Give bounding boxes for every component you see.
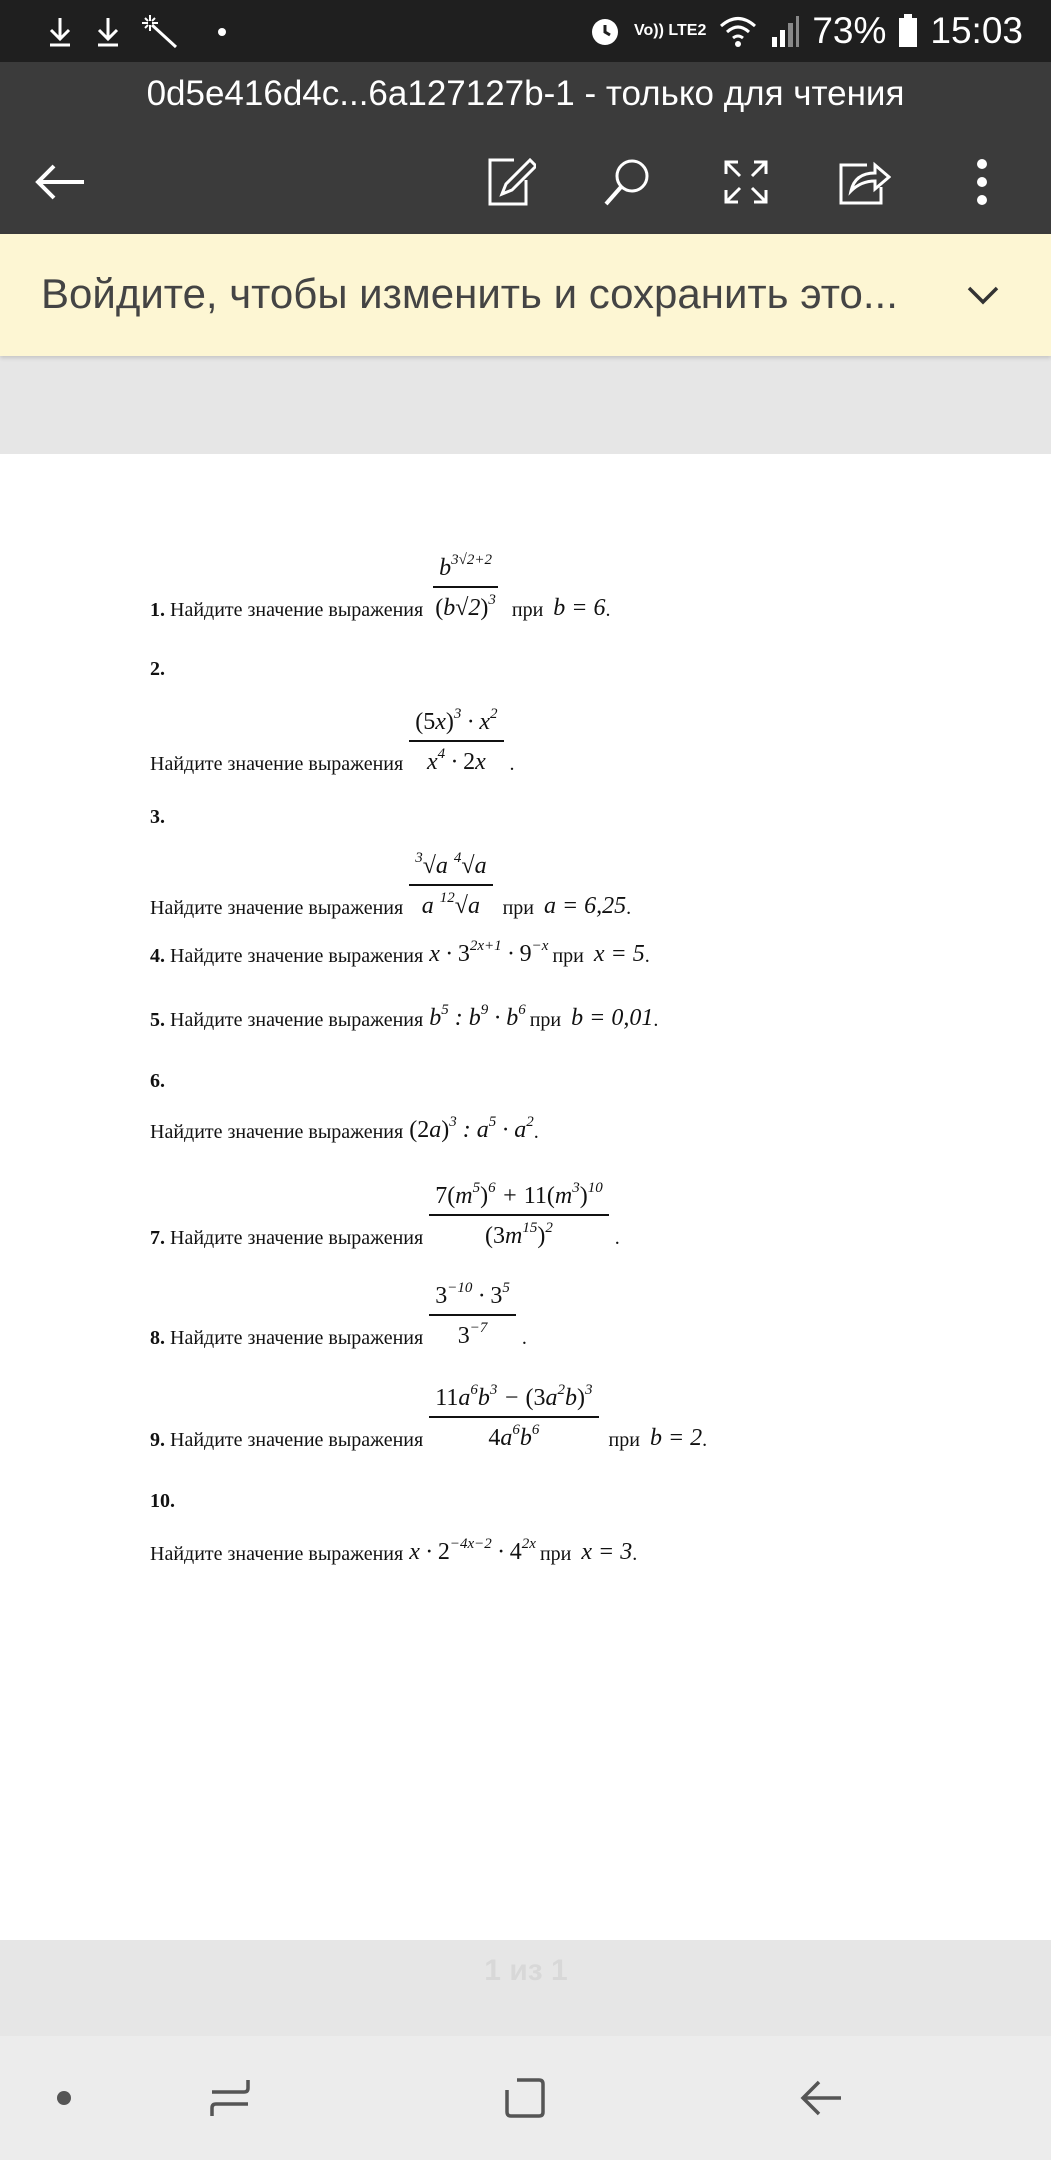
alarm-icon — [588, 14, 622, 48]
condition: b = 6 — [553, 595, 606, 621]
problem-number: 5. — [150, 1009, 165, 1031]
signal-icon — [770, 15, 800, 47]
fraction: $\frac{^3√a ^4√a}{a ^{12}√a}$ — [409, 850, 492, 920]
period: . — [509, 753, 515, 775]
edit-button[interactable] — [478, 150, 542, 214]
period: . — [521, 1327, 527, 1349]
problem-text: Найдите значение выражения — [150, 753, 404, 775]
problem-5 — [150, 1002, 658, 1032]
problem-6 — [150, 1114, 539, 1144]
clock: 15:03 — [930, 10, 1023, 51]
problem-text: Найдите значение выражения — [170, 1227, 424, 1249]
problem-number: 8. — [150, 1327, 165, 1349]
problem-6-number: 6. — [150, 1070, 165, 1092]
period: . — [533, 1121, 539, 1143]
recents-icon — [208, 2076, 252, 2120]
system-nav-bar — [0, 2036, 1051, 2160]
fraction: $\frac{7(m^5)^6 + 11(m^3)^{10}}{(3m^{15})^2}$ — [429, 1180, 609, 1250]
back-icon — [797, 2076, 843, 2120]
expression: $(2a)^3$ : $a^5 \cdot a^2$ — [409, 1114, 534, 1143]
problem-2 — [150, 706, 515, 776]
problem-2-number: 2. — [150, 658, 165, 680]
problem-number: 1. — [150, 599, 165, 621]
problem-3-number: 3. — [150, 806, 165, 828]
fraction: $\frac{(5x)^3 \cdot x^2}{x^4 \cdot 2x}$ — [409, 706, 503, 776]
problem-number: 9. — [150, 1429, 165, 1451]
pri-label: при — [608, 1429, 640, 1451]
period: . — [614, 1227, 620, 1249]
app-toolbar — [0, 62, 1051, 234]
dot-icon — [56, 2090, 72, 2106]
problem-9 — [150, 1382, 707, 1452]
nav-dot-button[interactable] — [34, 2068, 94, 2128]
magic-wand-icon — [142, 15, 180, 49]
chevron-down-icon[interactable] — [961, 272, 1005, 316]
fraction: $\frac{3^{-10} \cdot 3^5}{3^{-7}}$ — [429, 1280, 516, 1350]
status-left-icons — [46, 12, 226, 52]
status-right — [588, 8, 1023, 54]
search-button[interactable] — [596, 150, 660, 214]
period: . — [626, 897, 632, 919]
dot-icon — [218, 28, 226, 36]
home-button[interactable] — [495, 2068, 555, 2128]
lte-label: Vo)) LTE2 — [634, 22, 707, 39]
edit-icon — [484, 156, 536, 208]
pri-label: при — [552, 945, 584, 967]
condition: b = 2 — [649, 1425, 703, 1451]
battery-percent: 73% — [812, 10, 887, 51]
period: . — [653, 1009, 659, 1031]
expression: $b^5$ : $b^9 \cdot b^6$ — [429, 1002, 526, 1031]
status-bar — [0, 0, 1051, 62]
search-icon — [602, 156, 654, 208]
document-page — [0, 454, 1051, 1940]
fraction: $\frac{11a^6b^3 - (3a^2b)^3}{4a^6b^6}$ — [429, 1382, 598, 1452]
problem-text: Найдите значение выражения — [170, 1009, 424, 1031]
period: . — [605, 599, 611, 621]
back-nav-button[interactable] — [790, 2068, 850, 2128]
expression: $x \cdot 2^{-4x-2} \cdot 4^{2x}$ — [409, 1536, 536, 1565]
fullscreen-button[interactable] — [714, 150, 778, 214]
fraction: $\frac{b^{3√2+2}}{(b√2)^3}$ — [429, 552, 502, 622]
pri-label: при — [511, 599, 544, 621]
problem-text: Найдите значение выражения — [150, 1121, 404, 1143]
share-icon — [837, 157, 891, 207]
problem-10-number: 10. — [150, 1490, 175, 1512]
problem-10 — [150, 1536, 637, 1566]
home-icon — [503, 2076, 547, 2120]
period: . — [702, 1429, 708, 1451]
condition: x = 5 — [593, 941, 645, 967]
sign-in-banner[interactable] — [0, 234, 1051, 356]
download-icon — [94, 16, 122, 48]
more-icon — [974, 158, 990, 206]
wifi-icon — [718, 14, 758, 48]
problem-1 — [150, 552, 611, 622]
document-title: 0d5e416d4c...6a127127b-1 - только для чтения — [146, 74, 905, 113]
pri-label: при — [529, 1009, 562, 1031]
share-button[interactable] — [832, 150, 896, 214]
problem-8 — [150, 1280, 527, 1350]
pri-label: при — [502, 897, 534, 919]
expression: $x \cdot 3^{2x+1} \cdot 9^{-x}$ — [429, 938, 549, 967]
fullscreen-icon — [722, 158, 770, 206]
period: . — [632, 1543, 638, 1565]
problem-text: Найдите значение выражения — [170, 1429, 424, 1451]
problem-text: Найдите значение выражения — [170, 1327, 424, 1349]
banner-text: Войдите, чтобы изменить и сохранить это... — [41, 270, 898, 317]
download-icon — [46, 16, 74, 48]
problem-text: Найдите значение выражения — [150, 1543, 404, 1565]
problem-4 — [150, 938, 650, 968]
more-button[interactable] — [950, 150, 1014, 214]
battery-icon — [898, 14, 918, 48]
condition: b = 0,01 — [571, 1005, 654, 1031]
problem-7 — [150, 1180, 620, 1250]
back-button[interactable] — [28, 150, 92, 214]
back-arrow-icon — [34, 162, 86, 202]
problem-number: 4. — [150, 945, 165, 967]
recents-button[interactable] — [200, 2068, 260, 2128]
condition: x = 3 — [581, 1539, 633, 1565]
problem-number: 7. — [150, 1227, 165, 1249]
problem-3 — [150, 850, 631, 920]
condition: a = 6,25 — [543, 893, 627, 919]
pri-label: при — [539, 1543, 572, 1565]
problem-text: Найдите значение выражения — [170, 945, 424, 967]
period: . — [644, 945, 650, 967]
problem-text: Найдите значение выражения — [150, 897, 404, 919]
page-indicator: 1 из 1 — [484, 1954, 568, 1987]
problem-text: Найдите значение выражения — [170, 599, 424, 621]
